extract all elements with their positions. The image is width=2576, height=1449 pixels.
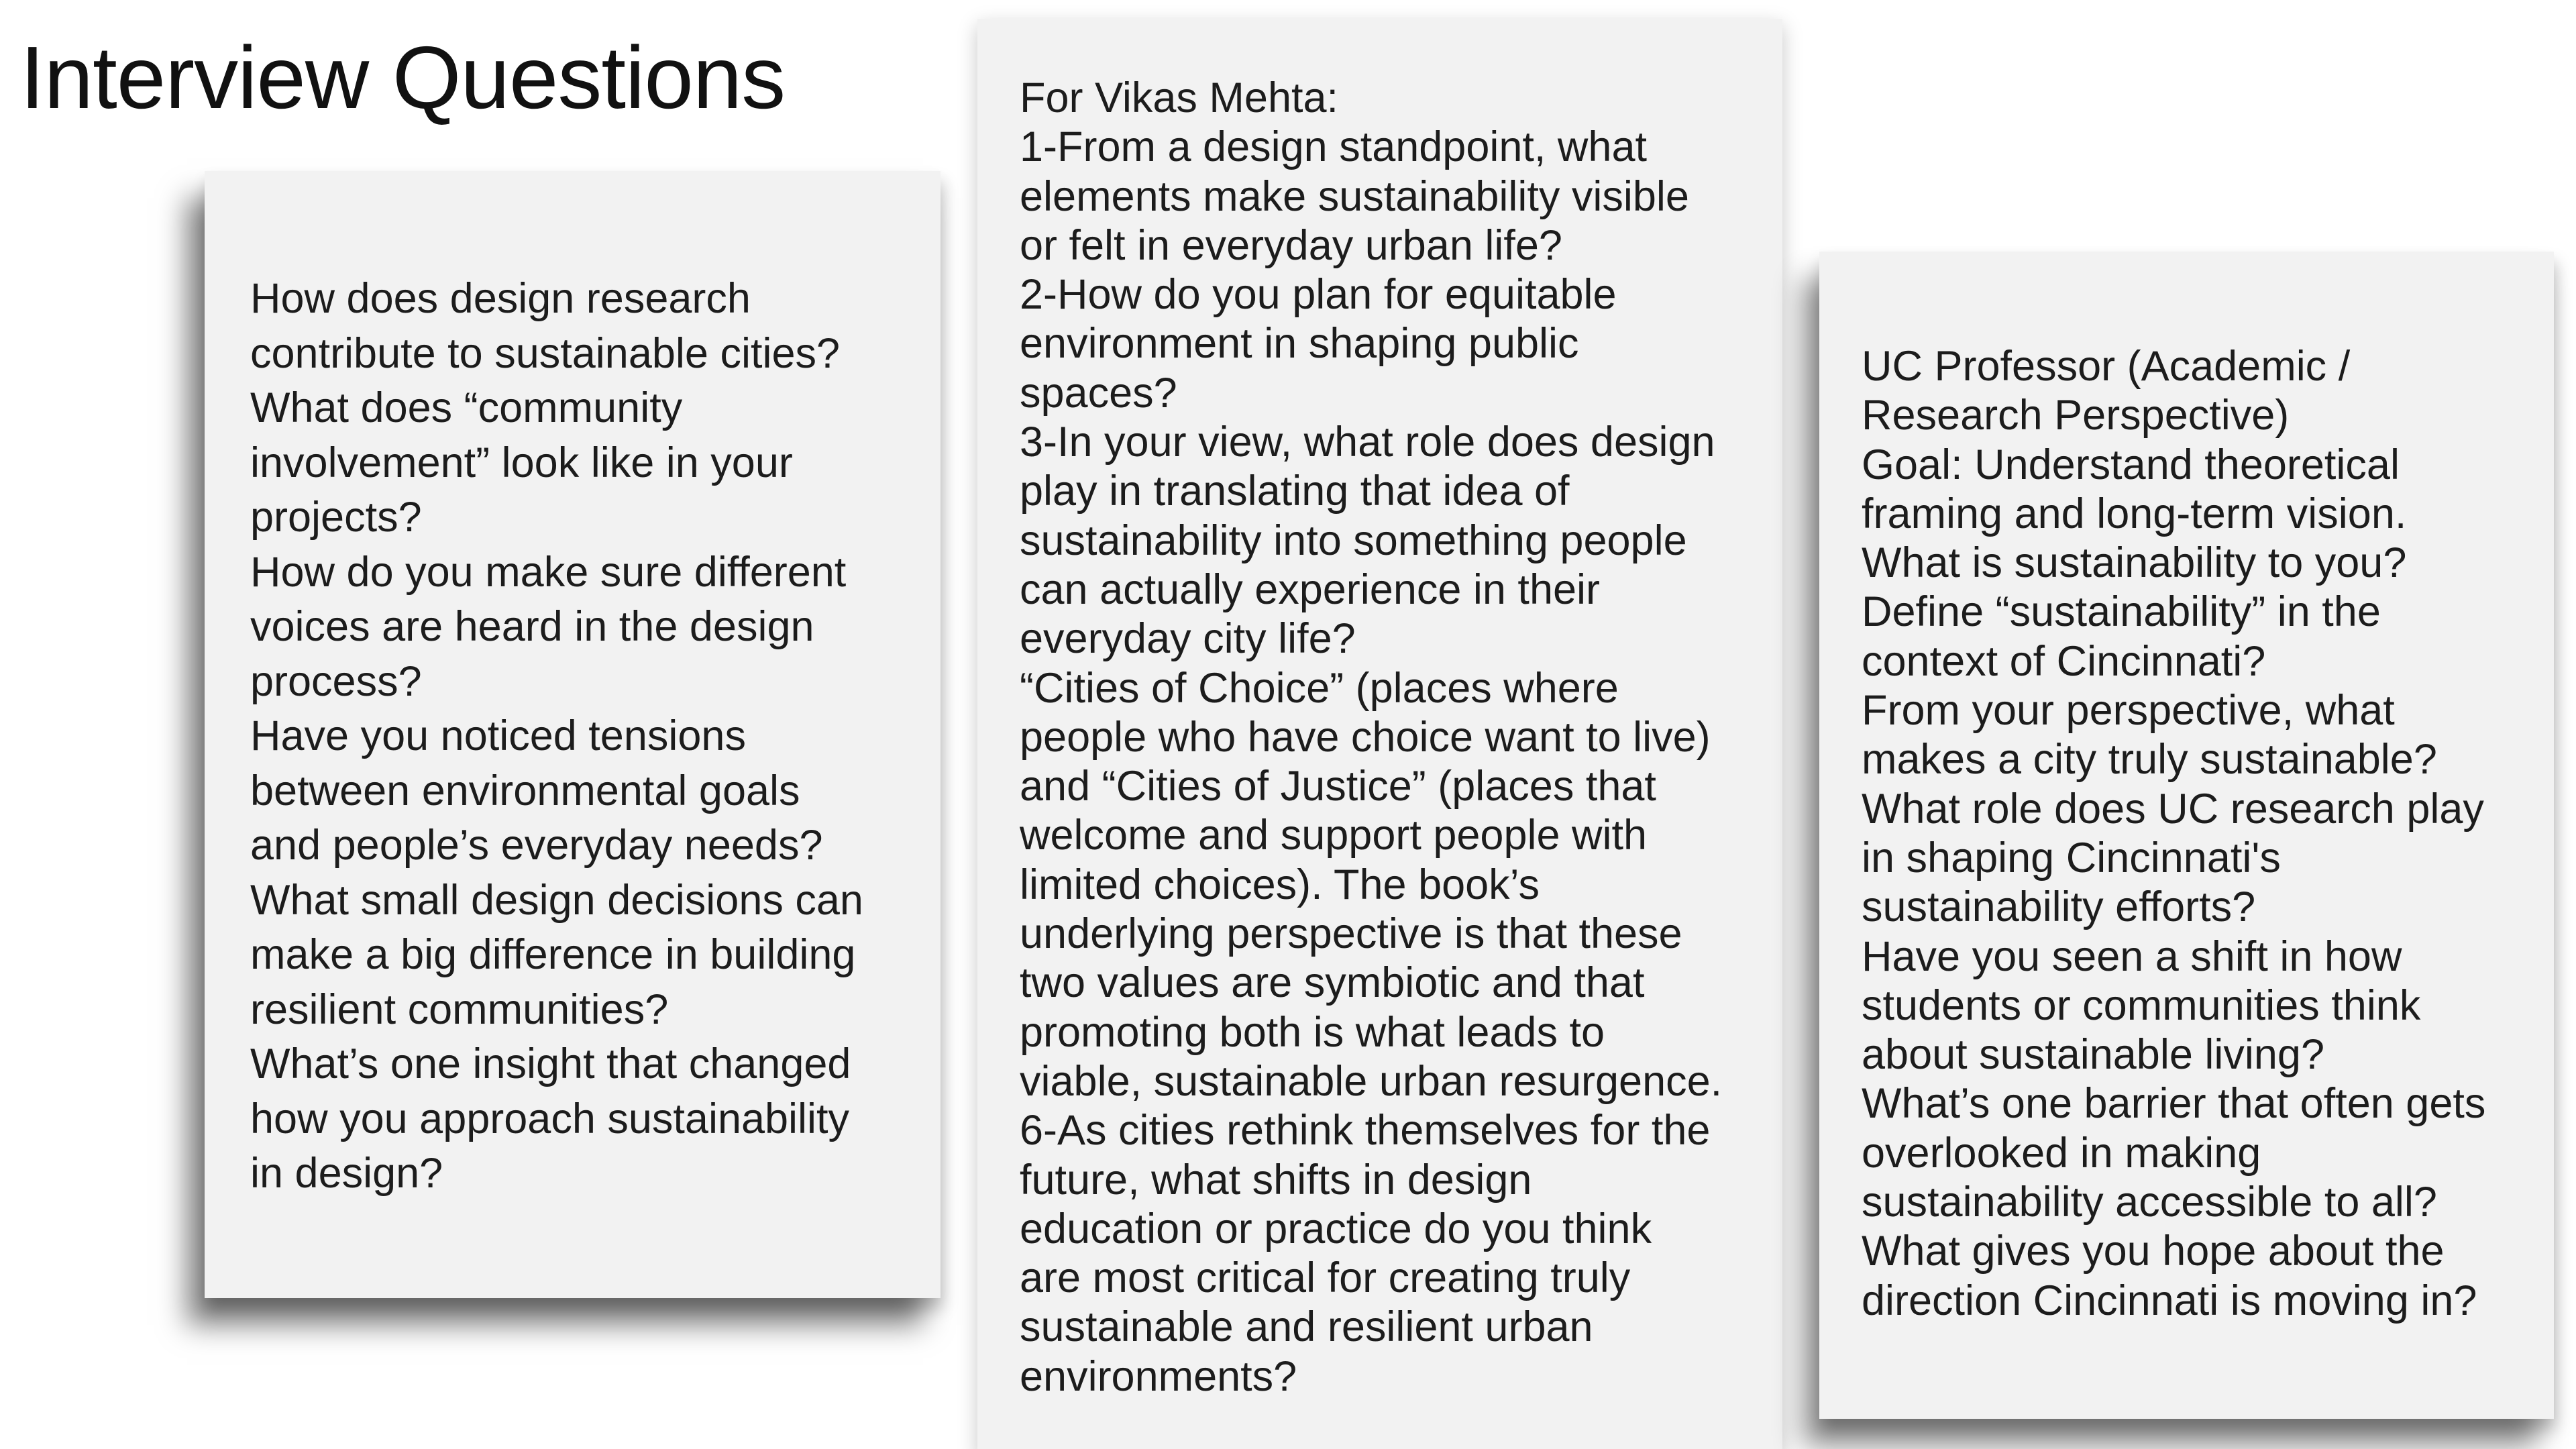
design-research-questions-line: What does “community bbox=[250, 384, 683, 431]
design-research-questions-line: and people’s everyday needs? bbox=[250, 822, 823, 869]
uc-professor-questions-line: in shaping Cincinnati's bbox=[1862, 834, 2281, 881]
uc-professor-questions-line: UC Professor (Academic / bbox=[1862, 343, 2351, 390]
design-research-questions-line: What small design decisions can bbox=[250, 876, 863, 924]
vikas-mehta-questions-line: education or practice do you think bbox=[1020, 1205, 1652, 1252]
uc-professor-questions-line: What role does UC research play bbox=[1862, 785, 2484, 833]
vikas-mehta-questions-line: 1-From a design standpoint, what bbox=[1020, 123, 1648, 171]
vikas-mehta-questions-card bbox=[977, 19, 1782, 1449]
vikas-mehta-questions-line: and “Cities of Justice” (places that bbox=[1020, 763, 1656, 810]
design-research-questions-line: make a big difference in building bbox=[250, 931, 856, 978]
vikas-mehta-questions-line: 6-As cities rethink themselves for the bbox=[1020, 1107, 1711, 1155]
vikas-mehta-questions-line: sustainability into something people bbox=[1020, 517, 1687, 564]
vikas-mehta-questions-line: everyday city life? bbox=[1020, 615, 1356, 663]
vikas-mehta-questions-line: environment in shaping public bbox=[1020, 320, 1579, 368]
vikas-mehta-questions-line: spaces? bbox=[1020, 369, 1177, 417]
vikas-mehta-questions-line: or felt in everyday urban life? bbox=[1020, 221, 1562, 269]
vikas-mehta-questions-line: are most critical for creating truly bbox=[1020, 1254, 1631, 1302]
design-research-questions-card bbox=[205, 171, 941, 1298]
uc-professor-questions-card bbox=[1819, 252, 2554, 1419]
vikas-mehta-questions-line: future, what shifts in design bbox=[1020, 1156, 1532, 1203]
uc-professor-questions-line: direction Cincinnati is moving in? bbox=[1862, 1277, 2477, 1324]
uc-professor-questions-line: context of Cincinnati? bbox=[1862, 637, 2266, 685]
uc-professor-questions-line: about sustainable living? bbox=[1862, 1031, 2324, 1079]
design-research-questions-line: voices are heard in the design bbox=[250, 603, 814, 650]
design-research-questions-line: Have you noticed tensions bbox=[250, 712, 746, 759]
vikas-mehta-questions-line: limited choices). The book’s bbox=[1020, 861, 1540, 908]
uc-professor-questions-line: Define “sustainability” in the bbox=[1862, 588, 2381, 636]
design-research-questions-line: in design? bbox=[250, 1150, 443, 1197]
vikas-mehta-questions-line: welcome and support people with bbox=[1020, 812, 1648, 859]
uc-professor-questions-line: Research Perspective) bbox=[1862, 392, 2290, 439]
design-research-questions-line: resilient communities? bbox=[250, 985, 669, 1033]
vikas-mehta-questions-line: underlying perspective is that these bbox=[1020, 910, 1682, 958]
uc-professor-questions-line: Have you seen a shift in how bbox=[1862, 932, 2402, 980]
design-research-questions-line: process? bbox=[250, 657, 422, 705]
design-research-questions-line: involvement” look like in your bbox=[250, 439, 793, 486]
uc-professor-questions-line: What gives you hope about the bbox=[1862, 1228, 2445, 1275]
vikas-mehta-questions-line: “Cities of Choice” (places where bbox=[1020, 664, 1619, 712]
design-research-questions-line: between environmental goals bbox=[250, 767, 800, 814]
uc-professor-questions-line: sustainability efforts? bbox=[1862, 883, 2256, 931]
vikas-mehta-questions-line: environments? bbox=[1020, 1352, 1297, 1400]
uc-professor-questions-line: sustainability accessible to all? bbox=[1862, 1179, 2437, 1226]
vikas-mehta-questions-line: two values are symbiotic and that bbox=[1020, 959, 1645, 1007]
uc-professor-questions-line: What is sustainability to you? bbox=[1862, 539, 2407, 587]
uc-professor-questions-line: What’s one barrier that often gets bbox=[1862, 1080, 2486, 1128]
vikas-mehta-questions-line: 3-In your view, what role does design bbox=[1020, 419, 1715, 466]
uc-professor-questions-line: framing and long-term vision. bbox=[1862, 490, 2407, 537]
design-research-questions-line: projects? bbox=[250, 494, 422, 541]
vikas-mehta-questions-line: can actually experience in their bbox=[1020, 566, 1600, 613]
uc-professor-questions-line: makes a city truly sustainable? bbox=[1862, 736, 2437, 784]
vikas-mehta-questions-line: sustainable and resilient urban bbox=[1020, 1303, 1593, 1351]
uc-professor-questions-line: students or communities think bbox=[1862, 981, 2421, 1029]
design-research-questions-line: What’s one insight that changed bbox=[250, 1040, 851, 1087]
vikas-mehta-questions-line: promoting both is what leads to bbox=[1020, 1008, 1605, 1056]
vikas-mehta-questions-line: 2-How do you plan for equitable bbox=[1020, 271, 1617, 319]
uc-professor-questions-line: Goal: Understand theoretical bbox=[1862, 441, 2400, 488]
vikas-mehta-questions-line: For Vikas Mehta: bbox=[1020, 74, 1339, 121]
page-title: Interview Questions bbox=[20, 28, 786, 127]
uc-professor-questions-line: overlooked in making bbox=[1862, 1129, 2261, 1177]
design-research-questions-line: How does design research bbox=[250, 275, 751, 322]
design-research-questions-line: How do you make sure different bbox=[250, 548, 847, 596]
design-research-questions-line: how you approach sustainability bbox=[250, 1095, 850, 1142]
vikas-mehta-questions-line: elements make sustainability visible bbox=[1020, 172, 1689, 220]
design-research-questions-line: contribute to sustainable cities? bbox=[250, 329, 841, 377]
uc-professor-questions-line: From your perspective, what bbox=[1862, 687, 2395, 735]
vikas-mehta-questions-line: people who have choice want to live) bbox=[1020, 713, 1711, 761]
vikas-mehta-questions-line: viable, sustainable urban resurgence. bbox=[1020, 1057, 1723, 1105]
vikas-mehta-questions-line: play in translating that idea of bbox=[1020, 468, 1570, 515]
